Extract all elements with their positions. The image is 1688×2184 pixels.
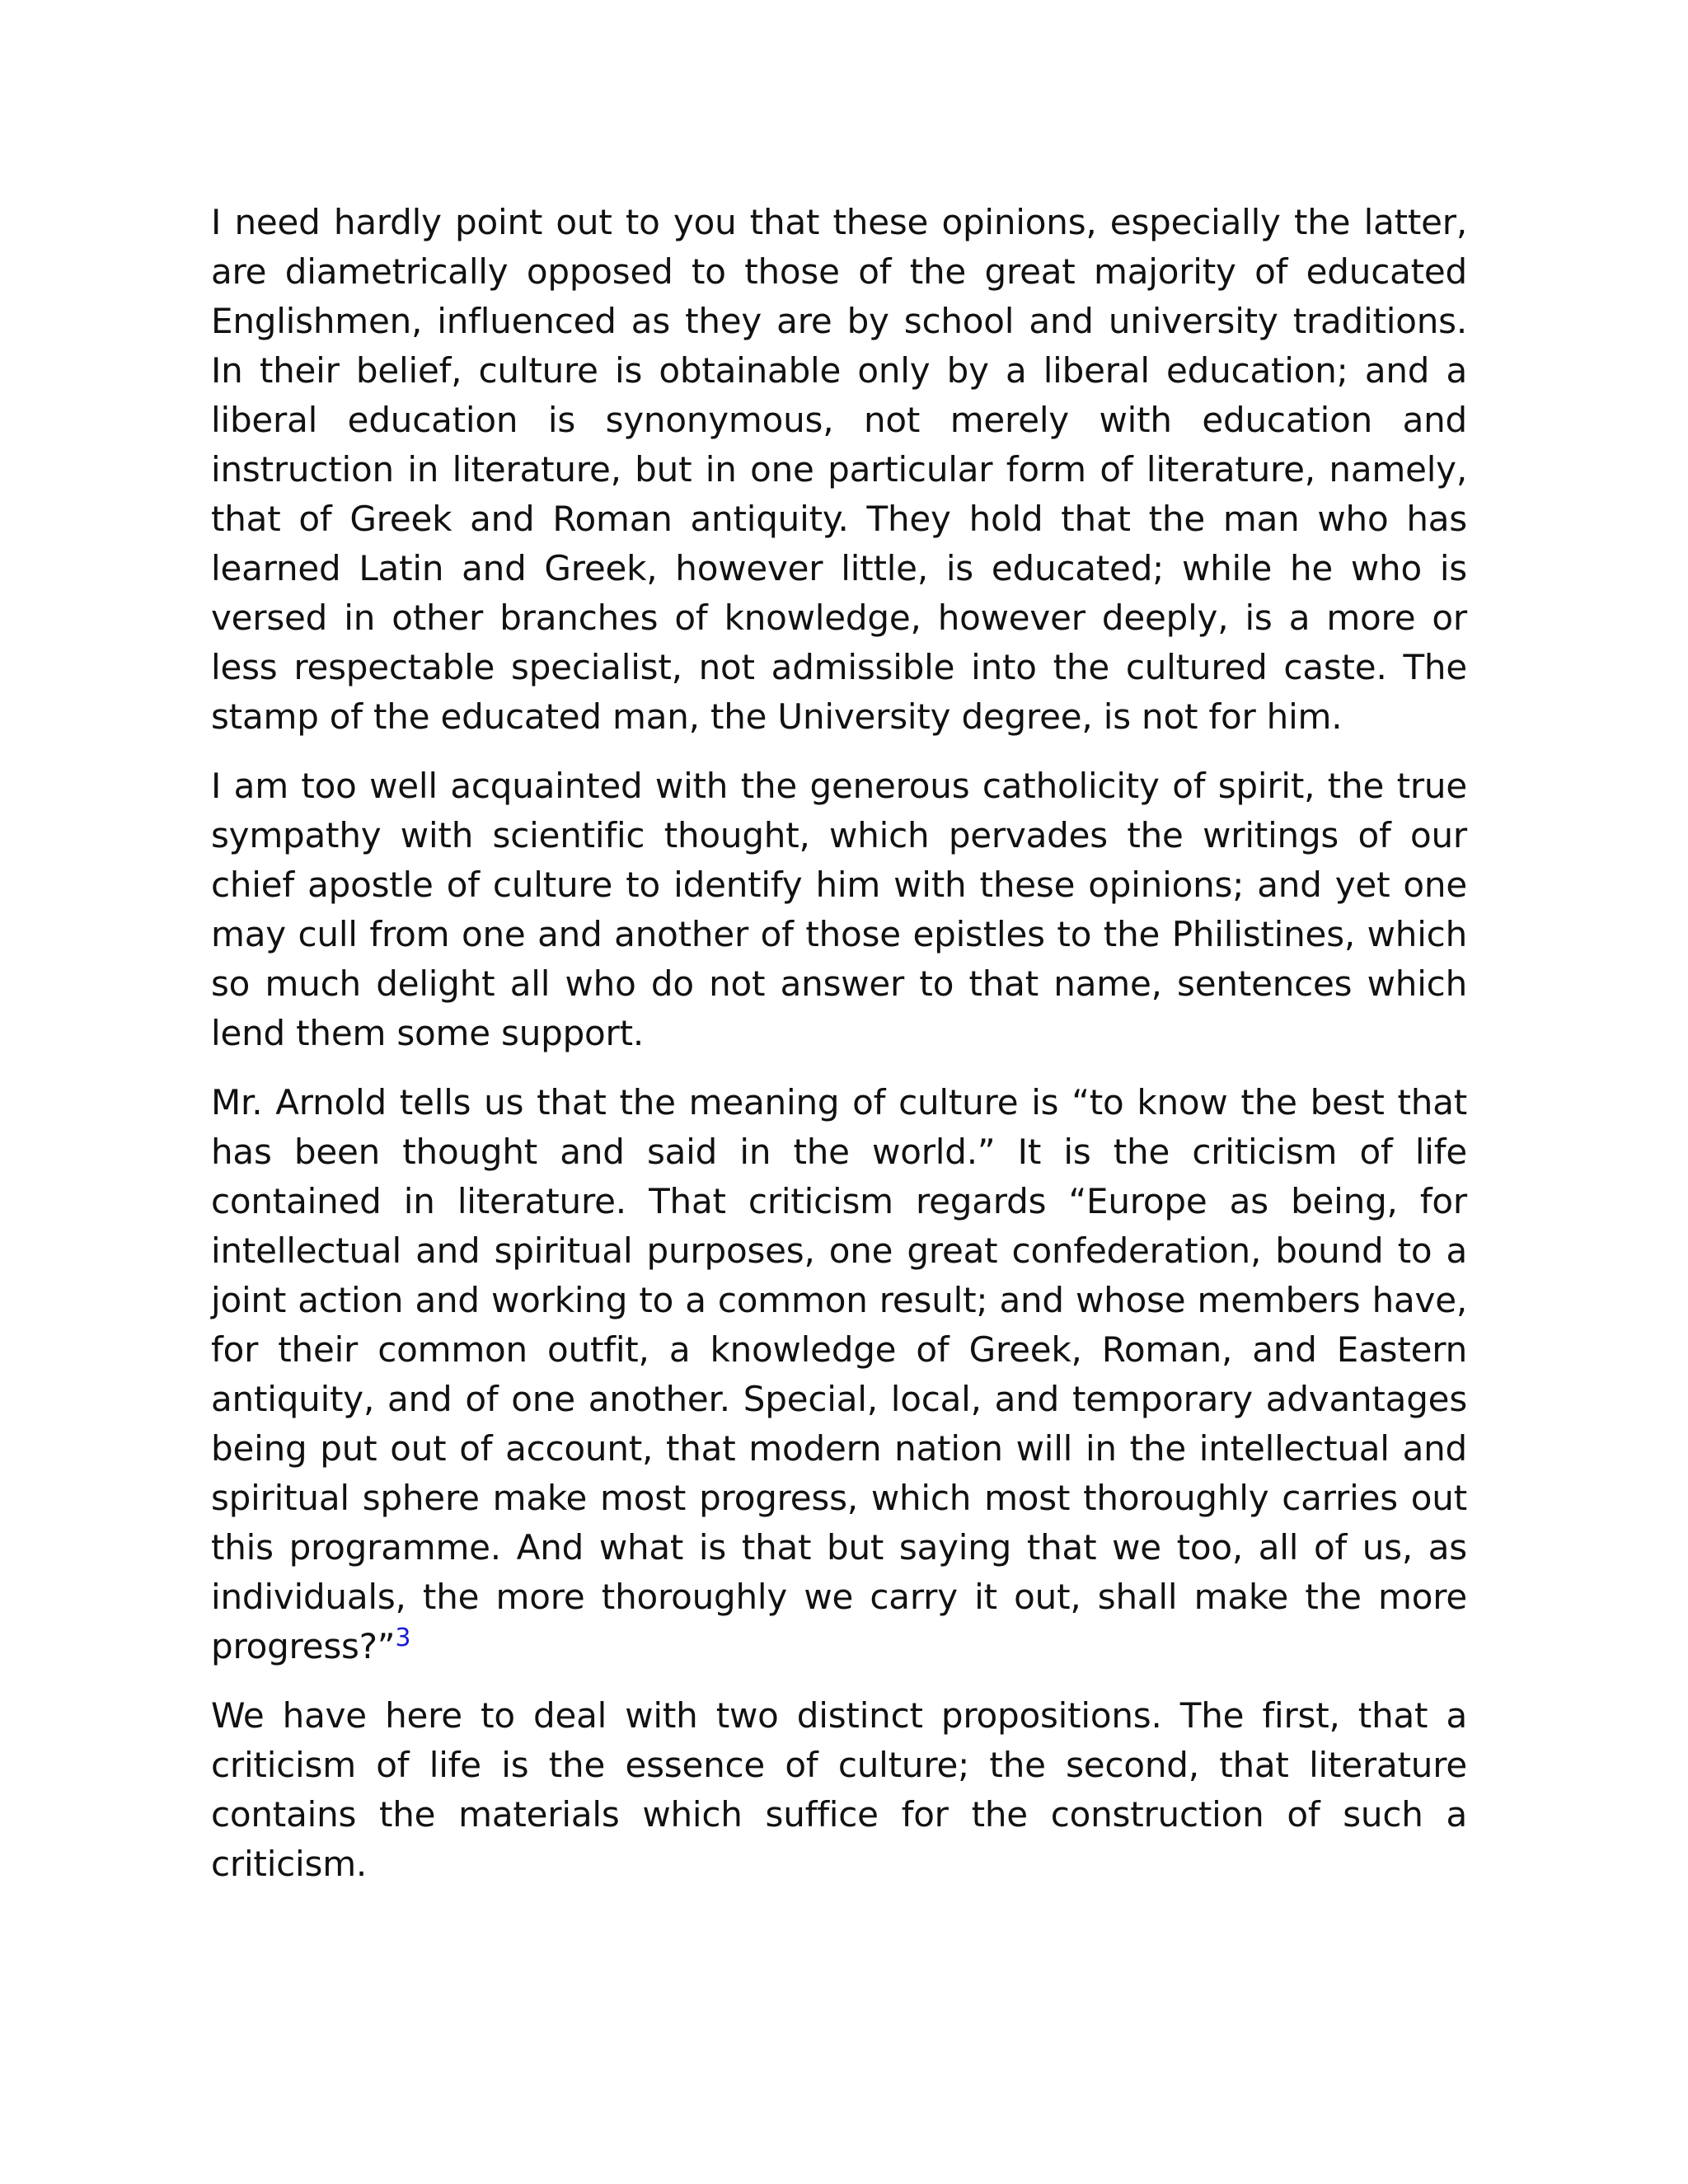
paragraph-3 bbox=[211, 1078, 1467, 1671]
paragraph-4: We have here to deal with two distinct propositions. The first, that a criticism of life is the essence of culture; the second, that literature contains the materials which suffice for the construction of such a criticism. bbox=[211, 1695, 1467, 1884]
footnote-link-3[interactable]: 3 bbox=[395, 1624, 411, 1652]
document-page bbox=[211, 198, 1467, 1909]
paragraph-1: I need hardly point out to you that these opinions, especially the latter, are diametrically opposed to those of the great majority of educated Englishmen, influenced as they are by school and university traditions. In their belief, culture is obtainable only by a liberal education; and a liberal education is synonymous, not merely with education and instruction in literature, but in one particular form of literature, namely, that of Greek and Roman antiquity. They hold that the man who has learned Latin and Greek, however little, is educated; while he who is versed in other branches of knowledge, however deeply, is a more or less respectable specialist, not admissible into the cultured caste. The stamp of the educated man, the University degree, is not for him. bbox=[211, 202, 1467, 737]
paragraph-2: I am too well acquainted with the generous catholicity of spirit, the true sympathy with scientific thought, which pervades the writings of our chief apostle of culture to identify him with these opinions; and yet one may cull from one and another of those epistles to the Philistines, which so much delight all who do not answer to that name, sentences which lend them some support. bbox=[211, 766, 1467, 1053]
paragraph-3-text: Mr. Arnold tells us that the meaning of culture is “to know the best that has been thought and said in the world.” It is the criticism of life contained in literature. That criticism regards “Europe as being, for intellectual and spiritual purposes, one great confederation, bound to a joint action and working to a common result; and whose members have, for their common outfit, a knowledge of Greek, Roman, and Eastern antiquity, and of one another. Special, local, and temporary advantages being put out of account, that modern nation will in the intellectual and spiritual sphere make most progress, which most thoroughly carries out this programme. And what is that but saying that we too, all of us, as individuals, the more thoroughly we carry it out, shall make the more progress?” bbox=[211, 1082, 1467, 1666]
